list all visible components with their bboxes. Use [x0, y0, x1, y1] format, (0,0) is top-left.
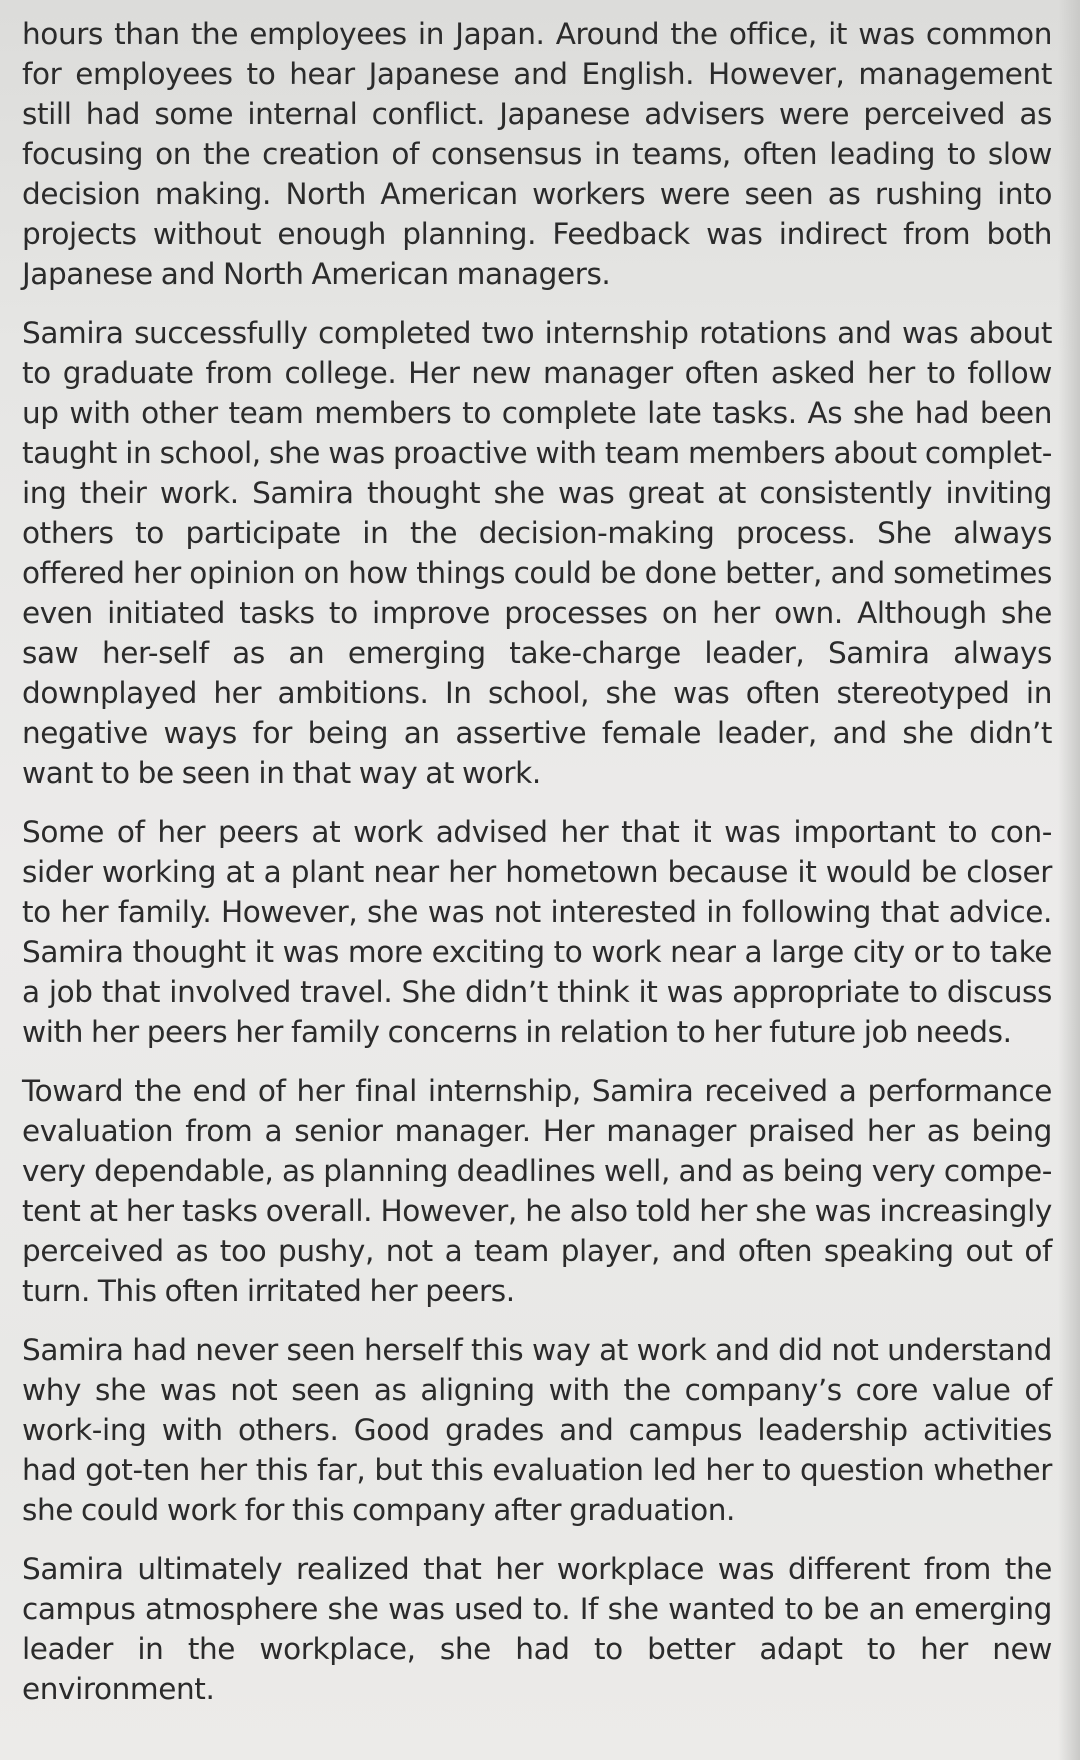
paragraph-4: Toward the end of her final internship, Samira received a performance evaluation from a senior manager. Her manager praised her as being very dependable, as planning deadlines well, and as being very compe-tent at her tasks overall. However, he also told her she was increasingly perceived as too pushy, not a team player, and often speaking out of turn. This often irritated her peers. [22, 1074, 1052, 1308]
paragraph-2: Samira successfully completed two internship rotations and was about to graduate from college. Her new manager often asked her to follow up with other team members to complete late tasks. As she had been taught in school, she was proactive with team members about complet-ing their work. Samira thought she was great at consistently inviting others to participate in the decision-making process. She always offered her opinion on how things could be done better, and sometimes even initiated tasks to improve processes on her own. Although she saw her-self as an emerging take-charge leader, Samira always downplayed her ambitions. In school, she was often stereotyped in negative ways for being an assertive female leader, and she didn’t want to be seen in that way at work. [22, 316, 1052, 790]
paragraph-6: Samira ultimately realized that her workplace was different from the campus atmosphere she was used to. If she wanted to be an emerging leader in the workplace, she had to better adapt to her new environment. [22, 1552, 1052, 1706]
page-edge-shadow [1058, 0, 1080, 1760]
paragraph-5: Samira had never seen herself this way at work and did not understand why she was not seen as aligning with the company’s core value of work-ing with others. Good grades and campus leadership activities had got-ten her this far, but this evaluation led her to question whether she could work for this company after graduation. [22, 1333, 1052, 1527]
body-text [22, 14, 1052, 1709]
paragraph-3: Some of her peers at work advised her that it was important to con-sider working at a plant near her hometown because it would be closer to her family. However, she was not interested in following that advice. Samira thought it was more exciting to work near a large city or to take a job that involved travel. She didn’t think it was appropriate to discuss with her peers her family concerns in relation to her future job needs. [22, 815, 1052, 1049]
paragraph-1: hours than the employees in Japan. Around the office, it was common for employees to hear Japanese and English. However, management still had some internal conflict. Japanese advisers were perceived as focusing on the creation of consensus in teams, often leading to slow decision making. North American workers were seen as rushing into projects without enough planning. Feedback was indirect from both Japanese and North American managers. [22, 17, 1052, 291]
